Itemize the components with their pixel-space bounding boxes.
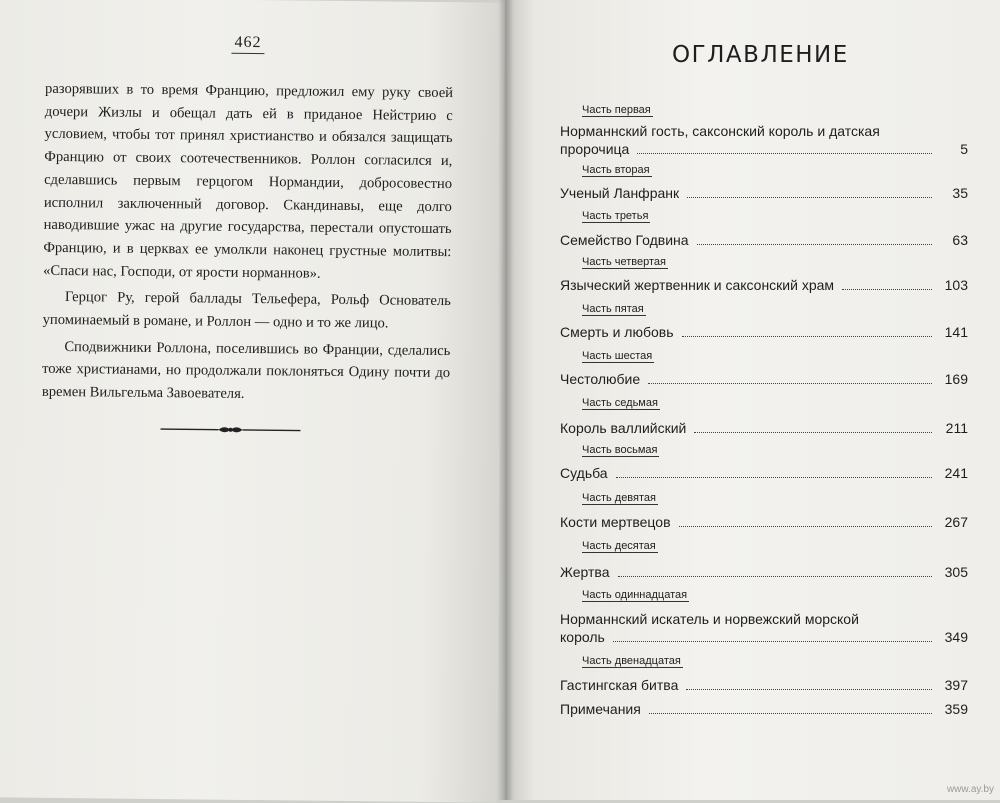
toc-page-number: 241 [944, 465, 968, 481]
toc-entry [560, 419, 968, 437]
toc-part-label: Часть третья [582, 210, 649, 222]
toc-entry-title: Король валлийский [560, 420, 687, 436]
dot-leader [648, 383, 932, 384]
toc-page-number: 141 [944, 324, 968, 340]
dot-leader [613, 641, 932, 642]
toc-entry-title: Языческий жертвенник и саксонский храм [560, 277, 835, 293]
dot-leader [697, 244, 932, 245]
toc-page-number: 211 [945, 420, 968, 436]
toc-part-label: Часть восьмая [582, 444, 658, 456]
dot-leader [637, 153, 932, 154]
toc-entry-title: Примечания [560, 701, 641, 717]
toc-entry-title: Семейство Годвина [560, 232, 689, 248]
book-gutter [498, 0, 514, 800]
toc-page-number: 169 [944, 371, 968, 387]
toc-page-number: 267 [944, 514, 968, 530]
toc-entry [560, 610, 968, 646]
dot-leader [682, 336, 932, 337]
dot-leader [618, 576, 933, 577]
dot-leader [679, 526, 932, 527]
toc-part-label: Часть четвертая [582, 256, 666, 268]
body-text [42, 78, 453, 412]
toc-page-number: 103 [944, 277, 968, 293]
toc-title: ОГЛАВЛЕНИЕ [672, 42, 849, 68]
toc-entry-title: Норманнский искатель и норвежский морской [560, 611, 859, 627]
toc-page-number: 63 [952, 232, 968, 248]
toc-entry-title: пророчица [560, 141, 630, 157]
toc-part-label: Часть пятая [582, 303, 644, 315]
paragraph: разорявших в то время Францию, предложил ему руку своей дочери Жизлы и обещал дать ей в приданое Нейстрию с условием, чтобы тот принял христианство и обязался защищать Францию от своих соотечественников. Роллон согласился и, сделавшись первым герцогом Нормандии, добросовестно исполнил заключенный договор. Скандинавы, еще долго наводившие ужас на другие государства, перестали опустошать Францию, и в церквах ее умолкли наконец грустные молитвы: «Спаси нас, Господи, от ярости норманнов». [43, 80, 454, 282]
toc-part-label: Часть вторая [582, 164, 650, 176]
toc-entry-title: Судьба [560, 465, 608, 481]
toc-part-label: Часть десятая [582, 540, 656, 552]
toc-entry-title: Гастингская битва [560, 677, 679, 693]
paragraph: Сподвижники Роллона, поселившись во Франции, сделались тоже христианами, но продолжали поклоняться Одину почти до времен Вильгельма Завоевателя. [41, 338, 451, 403]
toc-entry-title: король [560, 629, 605, 645]
toc-entry-title: Смерть и любовь [560, 324, 674, 340]
toc-entry-title: Кости мертвецов [560, 514, 671, 530]
dot-leader [694, 432, 932, 433]
toc-entry-title: Честолюбие [560, 371, 641, 387]
toc-page-number: 397 [944, 677, 968, 693]
toc-part-label: Часть седьмая [582, 397, 658, 409]
toc-entry [560, 122, 968, 158]
toc-entry-title: Жертва [560, 564, 610, 580]
toc-page-number: 349 [944, 629, 968, 645]
toc-entry [560, 513, 968, 531]
dot-leader [686, 689, 932, 690]
ornament-divider-icon [160, 423, 300, 436]
toc-entry [560, 276, 968, 294]
dot-leader [616, 477, 932, 478]
toc-page-number: 35 [952, 185, 968, 201]
toc-part-label: Часть шестая [582, 350, 653, 362]
toc-entry [560, 184, 968, 202]
toc-entry [560, 563, 968, 581]
toc-part-label: Часть двенадцатая [582, 655, 681, 667]
dot-leader [649, 713, 932, 714]
toc-page-number: 5 [960, 141, 968, 157]
toc-entry-title: Норманнский гость, саксонский король и датская [560, 123, 880, 139]
toc-entry-title: Ученый Ланфранк [560, 185, 680, 201]
toc-part-label: Часть одиннадцатая [582, 589, 688, 601]
toc-page-number: 305 [944, 564, 968, 580]
dot-leader [687, 197, 932, 198]
toc-entry [560, 323, 968, 341]
toc-entry [560, 231, 968, 249]
toc-part-label: Часть девятая [582, 492, 656, 504]
toc-entry [560, 700, 968, 718]
toc-entry [560, 464, 968, 482]
toc-page-number: 359 [944, 701, 968, 717]
page-number: 462 [231, 34, 264, 54]
dot-leader [842, 289, 932, 290]
paragraph: Герцог Ру, герой баллады Тельефера, Рольф Основатель упоминаемый в романе, и Роллон — одно и то же лицо. [42, 289, 451, 332]
watermark: www.ay.by [946, 784, 994, 795]
toc-entry [560, 370, 968, 388]
toc-part-label: Часть первая [582, 104, 651, 116]
toc-entry [560, 676, 968, 694]
